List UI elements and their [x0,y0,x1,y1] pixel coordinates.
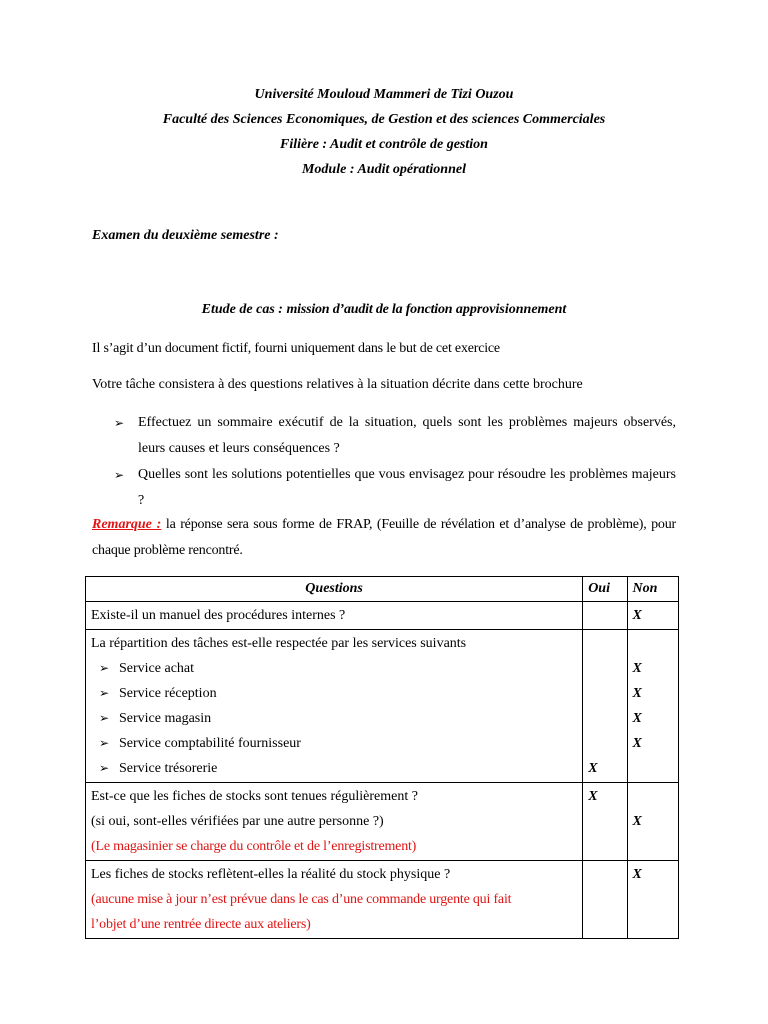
arrow-bullet-icon: ➢ [99,736,110,750]
service-item [91,656,577,681]
row1-non: X [627,602,678,630]
filiere: Filière : Audit et contrôle de gestion [280,137,488,152]
remark [92,512,676,564]
service-label: Service magasin [119,711,212,726]
service-oui-mark [588,656,621,681]
arrow-bullet-icon: ➢ [99,661,110,675]
row3-note: (Le magasinier se charge du contrôle et de l’enregistrement) [91,839,417,854]
row4-note-2: l’objet d’une rentrée directe aux ateliers) [91,917,311,932]
service-oui-mark [588,706,621,731]
row2-oui-cell [583,630,627,783]
row3-non-cell [627,783,678,861]
intro-line-1: Il s’agit d’un document fictif, fourni uniquement dans le but de cet exercice [92,341,500,356]
table-row [86,602,679,630]
questions-table [85,576,679,939]
arrow-bullet-icon: ➢ [99,711,110,725]
bullet-text-2: Quelles sont les solutions potentielles que vous envisagez pour résoudre les problèmes majeurs ? [138,467,676,508]
case-study-title [0,302,768,318]
bullet-item-1 [114,410,676,462]
case-middle: mission d’audit de la fonction [286,302,453,317]
table-row [86,783,679,861]
row2-question-cell [86,630,583,783]
row4-note-1: (aucune mise à jour n’est prévue dans le cas d’une commande urgente qui fait [91,892,512,907]
arrow-bullet-icon: ➢ [114,468,125,482]
header-non: Non [627,577,678,602]
service-non-mark: X [632,711,642,726]
exam-title: Examen du deuxième semestre : [92,228,279,243]
table-row [86,861,679,939]
service-label: Service réception [119,686,217,701]
service-non-mark: X [632,661,642,676]
row3-non-mark: X [632,814,642,829]
bullet-item-2 [114,462,676,514]
bullet-text-1: Effectuez un sommaire exécutif de la situation, quels sont les problèmes majeurs observés, leurs causes et leurs conséquences ? [138,415,676,456]
remark-text: la réponse sera sous forme de FRAP, (Feuille de révélation et d’analyse de problème), pour chaque problème rencontré. [92,517,676,558]
arrow-bullet-icon: ➢ [99,761,110,775]
service-oui-mark [588,681,621,706]
intro-line-2: Votre tâche consistera à des questions relatives à la situation décrite dans cette brochure [92,377,583,392]
row3-oui-cell [583,783,627,861]
header-questions: Questions [86,577,583,602]
row4-oui-cell [583,861,627,939]
service-oui-mark [588,731,621,756]
case-prefix: Etude de cas : [201,302,287,317]
case-suffix: approvisionnement [452,302,567,317]
module: Module : Audit opérationnel [301,162,466,177]
remark-label: Remarque : [92,517,162,532]
service-non-mark: X [632,736,642,751]
service-label: Service comptabilité fournisseur [119,736,301,751]
service-label: Service trésorerie [119,761,218,776]
service-item [91,706,577,731]
row4-question: Les fiches de stocks reflètent-elles la réalité du stock physique ? [91,867,451,882]
university-name: Université Mouloud Mammeri de Tizi Ouzou [254,87,514,102]
row4-question-cell [86,861,583,939]
service-item [91,756,577,781]
row3-question: Est-ce que les fiches de stocks sont tenues régulièrement ? [91,789,418,804]
table-header-row [86,577,679,602]
header-oui: Oui [583,577,627,602]
faculty-name: Faculté des Sciences Economiques, de Gestion et des sciences Commerciales [162,112,606,127]
service-non-mark: X [632,686,642,701]
row4-non-mark: X [632,867,642,882]
row4-non-cell [627,861,678,939]
row3-followup: (si oui, sont-elles vérifiées par une autre personne ?) [91,814,384,829]
row2-question: La répartition des tâches est-elle respectée par les services suivants [91,636,467,651]
service-item [91,731,577,756]
row1-question: Existe-il un manuel des procédures internes ? [86,602,583,630]
table-row [86,630,679,783]
service-non-mark [633,756,673,781]
row3-oui-mark: X [588,789,598,804]
row2-non-cell [627,630,678,783]
arrow-bullet-icon: ➢ [99,686,110,700]
service-oui-mark: X [588,761,598,776]
row1-oui [583,602,627,630]
arrow-bullet-icon: ➢ [114,416,125,430]
service-label: Service achat [119,661,195,676]
row3-question-cell [86,783,583,861]
service-item [91,681,577,706]
